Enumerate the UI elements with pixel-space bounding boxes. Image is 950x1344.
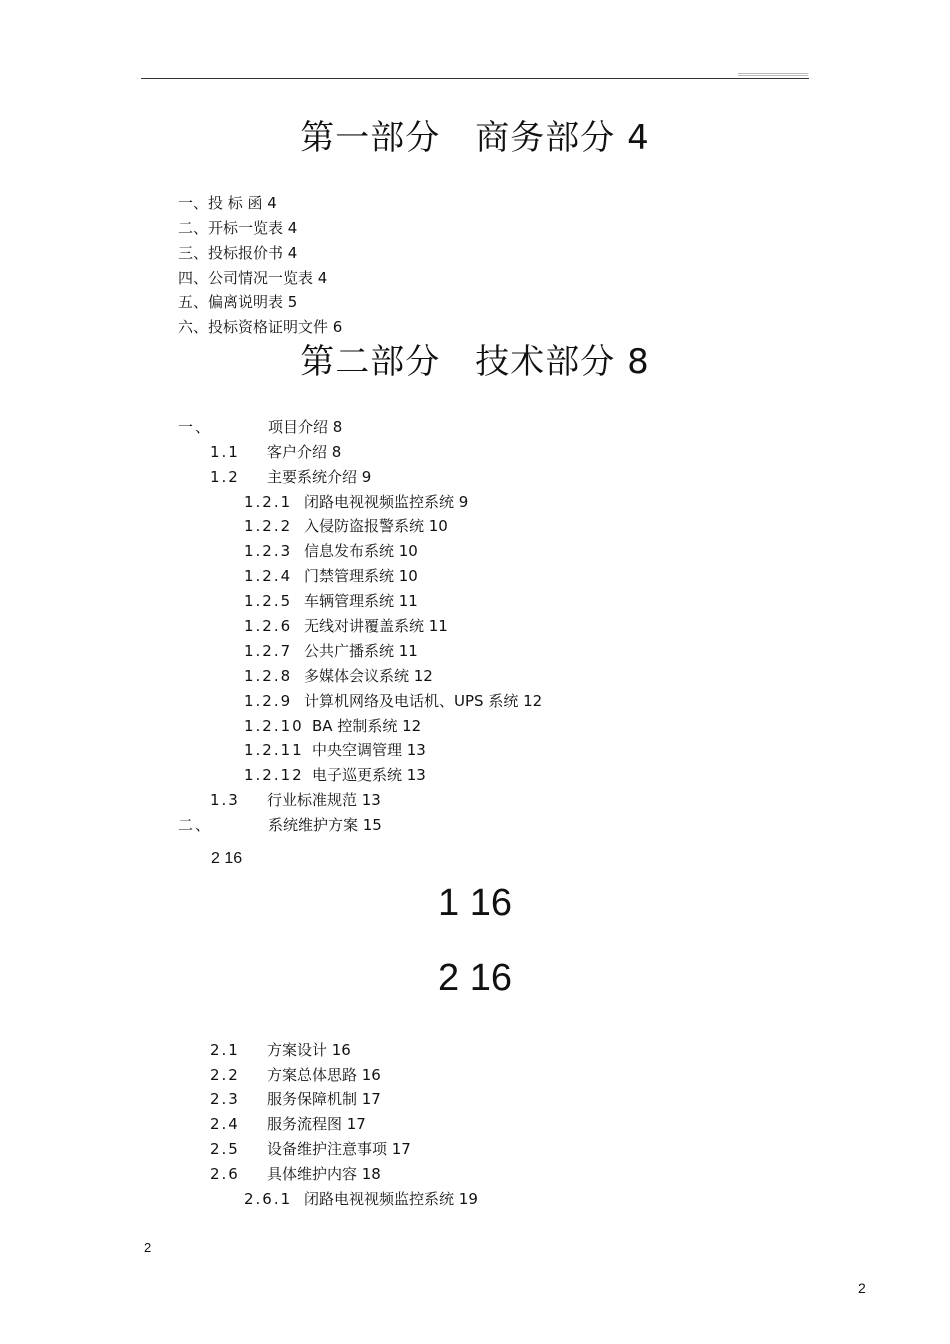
toc-number: 1.2.7 <box>244 642 293 660</box>
toc-number: 2.6.1 <box>244 1190 293 1208</box>
toc-title: 公共广播系统 11 <box>304 642 418 660</box>
toc-entry[interactable] <box>210 790 381 810</box>
toc-title: 中央空调管理 13 <box>312 741 426 759</box>
toc-number: 1.1 <box>210 443 240 461</box>
toc-entry[interactable] <box>178 815 382 835</box>
toc-title: 闭路电视视频监控系统 19 <box>304 1190 478 1208</box>
toc-title: 方案设计 16 <box>267 1041 351 1059</box>
toc-entry[interactable] <box>244 641 418 661</box>
toc-entry[interactable] <box>244 666 433 686</box>
toc-entry[interactable] <box>210 1164 381 1184</box>
toc-number: 1.2.3 <box>244 542 293 560</box>
toc-entry[interactable]: 二、开标一览表 4 <box>178 219 298 237</box>
toc-entry[interactable] <box>210 1089 381 1109</box>
toc-number: 1.3 <box>210 791 240 809</box>
toc-number: 1.2 <box>210 468 240 486</box>
toc-number: 1.2.8 <box>244 667 293 685</box>
part1-heading: 第一部分 商务部分 4 <box>300 118 650 158</box>
toc-number: 2.5 <box>210 1140 240 1158</box>
toc-title: 多媒体会议系统 12 <box>304 667 433 685</box>
toc-entry[interactable] <box>210 1139 411 1159</box>
large-entry: 1 16 <box>438 882 512 924</box>
toc-number: 一、 <box>178 418 213 436</box>
toc-entry[interactable]: 一、投 标 函 4 <box>178 194 277 212</box>
toc-number: 1.2.11 <box>244 741 304 759</box>
toc-title: 项目介绍 8 <box>268 418 343 436</box>
toc-title: 车辆管理系统 11 <box>304 592 418 610</box>
toc-entry[interactable] <box>244 492 468 512</box>
toc-number: 2.4 <box>210 1115 240 1133</box>
toc-entry[interactable]: 六、投标资格证明文件 6 <box>178 318 343 336</box>
toc-number: 2.1 <box>210 1041 240 1059</box>
toc-title: 具体维护内容 18 <box>267 1165 381 1183</box>
toc-entry[interactable] <box>210 1065 381 1085</box>
toc-entry[interactable] <box>210 1040 351 1060</box>
toc-number: 1.2.9 <box>244 692 293 710</box>
toc-entry[interactable] <box>178 417 342 437</box>
page-number-right: 2 <box>858 1280 866 1296</box>
large-entry: 2 16 <box>438 957 512 999</box>
toc-title: 系统维护方案 15 <box>268 816 382 834</box>
toc-entry[interactable]: 三、投标报价书 4 <box>178 244 298 262</box>
page-number-left: 2 <box>144 1240 152 1255</box>
toc-entry[interactable] <box>244 691 542 711</box>
toc-number: 1.2.5 <box>244 592 293 610</box>
toc-number: 1.2.4 <box>244 567 293 585</box>
toc-entry[interactable] <box>244 740 426 760</box>
toc-number: 2.2 <box>210 1066 240 1084</box>
toc-entry[interactable] <box>210 1114 366 1134</box>
toc-title: BA 控制系统 12 <box>312 717 422 735</box>
header-mark <box>738 75 808 76</box>
toc-title: 入侵防盗报警系统 10 <box>304 517 448 535</box>
toc-entry[interactable] <box>244 566 418 586</box>
toc-title: 信息发布系统 10 <box>304 542 418 560</box>
toc-title: 客户介绍 8 <box>267 443 342 461</box>
toc-entry[interactable] <box>244 616 448 636</box>
toc-title: 方案总体思路 16 <box>267 1066 381 1084</box>
toc-number: 1.2.12 <box>244 766 304 784</box>
toc-title: 主要系统介绍 9 <box>267 468 372 486</box>
toc-title: 设备维护注意事项 17 <box>267 1140 411 1158</box>
toc-entry-small[interactable]: 2 16 <box>211 850 243 867</box>
header-rule <box>141 78 809 79</box>
toc-entry[interactable] <box>244 541 418 561</box>
toc-entry[interactable] <box>244 516 448 536</box>
toc-number: 1.2.2 <box>244 517 293 535</box>
toc-entry[interactable]: 四、公司情况一览表 4 <box>178 269 328 287</box>
toc-entry[interactable]: 五、偏离说明表 5 <box>178 293 298 311</box>
toc-number: 二、 <box>178 816 213 834</box>
part2-heading: 第二部分 技术部分 8 <box>300 342 650 382</box>
toc-title: 服务保障机制 17 <box>267 1090 381 1108</box>
toc-title: 无线对讲覆盖系统 11 <box>304 617 448 635</box>
toc-number: 1.2.6 <box>244 617 293 635</box>
toc-title: 行业标准规范 13 <box>267 791 381 809</box>
toc-number: 2.3 <box>210 1090 240 1108</box>
toc-entry[interactable] <box>244 1189 478 1209</box>
toc-entry[interactable] <box>244 765 426 785</box>
toc-number: 2.6 <box>210 1165 240 1183</box>
toc-title: 闭路电视视频监控系统 9 <box>304 493 469 511</box>
toc-number: 1.2.1 <box>244 493 293 511</box>
toc-title: 服务流程图 17 <box>267 1115 366 1133</box>
toc-entry[interactable] <box>244 716 421 736</box>
toc-number: 1.2.10 <box>244 717 304 735</box>
toc-entry[interactable] <box>244 591 418 611</box>
toc-title: 电子巡更系统 13 <box>312 766 426 784</box>
toc-entry[interactable] <box>210 467 371 487</box>
toc-title: 计算机网络及电话机、UPS 系统 12 <box>304 692 543 710</box>
toc-entry[interactable] <box>210 442 341 462</box>
toc-title: 门禁管理系统 10 <box>304 567 418 585</box>
header-mark <box>738 73 808 74</box>
